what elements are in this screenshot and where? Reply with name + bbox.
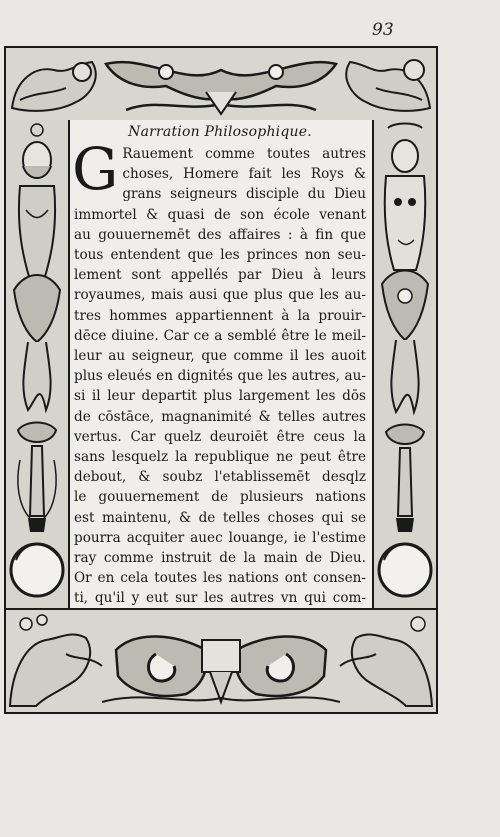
left-pillar-ornament	[6, 120, 70, 610]
text-line: dēce diuine. Car ce a semblé être le meil-	[74, 327, 366, 344]
text-line: sans lesquelz la republique ne peut être	[74, 449, 366, 466]
text-line: tous entendent que les princes non seu-	[74, 247, 366, 264]
text-line: plus eleués en dignités que les autres, au-	[74, 368, 366, 385]
text-line: immortel & quasi de son école venant	[74, 206, 366, 223]
text-line: ray comme instruit de la main de Dieu.	[74, 550, 366, 567]
text-line: grans seigneurs disciple du Dieu	[122, 186, 366, 203]
woodcut-frame	[4, 46, 438, 714]
text-line: vertus. Car quelz deuroiēt être ceus la	[74, 428, 366, 445]
text-line: ti, qu'il y eut sur les autres vn qui com-	[74, 590, 366, 607]
text-line: le gouuernement de plusieurs nations	[74, 489, 366, 506]
text-line: au gouuernemēt des affaires : à fin que	[74, 226, 366, 243]
bottom-ornament	[6, 608, 436, 712]
text-line: leur au seigneur, que comme il les auoit	[74, 348, 366, 365]
section-heading: Narration Philosophique.	[128, 124, 312, 140]
text-line: royaumes, mais ausi que plus que les au-	[74, 287, 366, 304]
text-line: pourra acquiter auec louange, ie l'estime	[74, 529, 366, 546]
text-line: tres hommes appartiennent à la prouir-	[74, 307, 366, 324]
text-line: lement sont appellés par Dieu à leurs	[74, 267, 366, 284]
text-line: si il leur departit plus largement les dōs	[74, 388, 366, 405]
drop-cap: G	[72, 135, 119, 203]
right-pillar-ornament	[372, 120, 436, 610]
text-line: choses, Homere fait les Roys &	[122, 166, 366, 183]
text-line: debout, & soubz l'etablissemēt desqlz	[74, 469, 366, 486]
text-line: Rauement comme toutes autres	[122, 146, 366, 162]
text-panel	[70, 120, 372, 610]
text-line: Or en cela toutes les nations ont consen-	[74, 570, 366, 587]
text-line: est maintenu, & de telles choses qui se	[74, 509, 366, 526]
top-ornament	[6, 48, 436, 122]
text-line: de cōstāce, magnanimité & telles autres	[74, 408, 366, 425]
body-text	[72, 135, 366, 629]
page-number: 93	[372, 20, 394, 40]
